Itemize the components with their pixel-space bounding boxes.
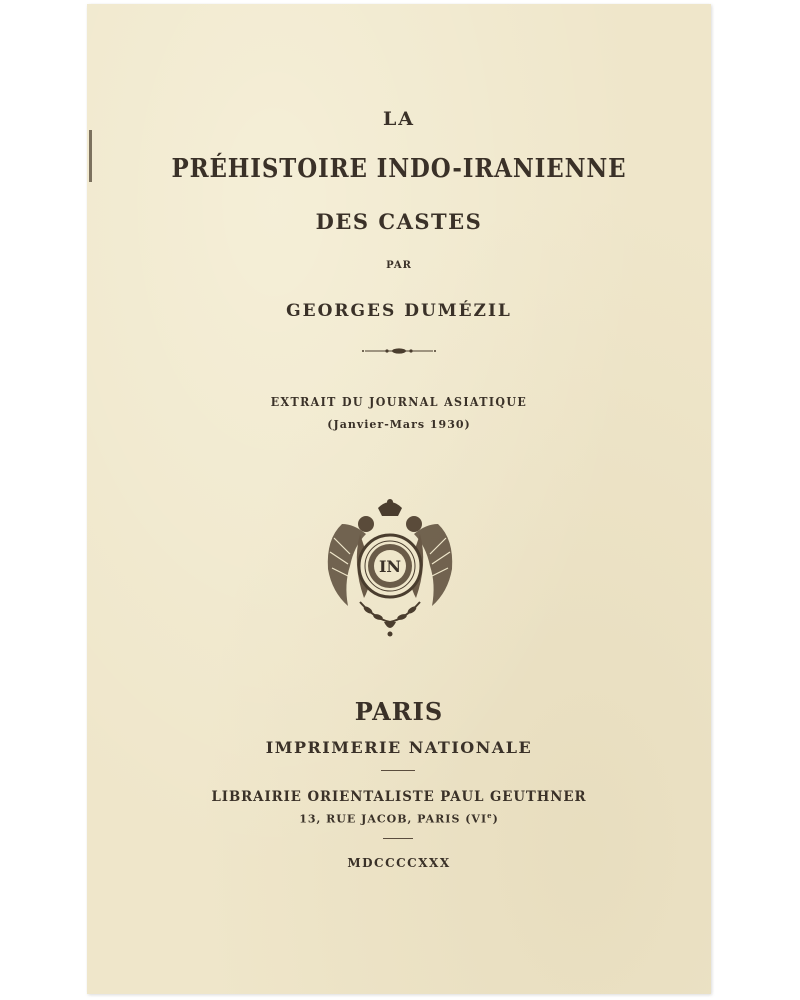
- address-superscript: e: [487, 811, 493, 820]
- imprint-rule-1: [381, 770, 415, 771]
- issue-date: (Janvier-Mars 1930): [327, 418, 471, 431]
- imprint-rule-2: [383, 838, 413, 839]
- imprint-publisher: LIBRAIRIE ORIENTALISTE PAUL GEUTHNER: [211, 789, 587, 805]
- book-cover: [87, 4, 711, 994]
- imprimerie-nationale-seal-icon: [320, 494, 460, 639]
- author-name: GEORGES DUMÉZIL: [286, 301, 512, 321]
- extract-notice: EXTRAIT DU JOURNAL ASIATIQUE: [270, 395, 528, 409]
- binding-mark: [89, 130, 92, 182]
- address-text: 13, RUE JACOB, PARIS (VI: [299, 812, 488, 826]
- imprint-address: [87, 811, 711, 826]
- byline-par: PAR: [386, 260, 412, 271]
- title-line-2: DES CASTES: [315, 209, 483, 234]
- seal-monogram: IN: [378, 557, 402, 576]
- title-article: LA: [382, 108, 416, 130]
- address-close: ): [492, 812, 499, 826]
- title-line-1: PRÉHISTOIRE INDO-IRANIENNE: [171, 154, 627, 184]
- ornament-divider-icon: [359, 346, 439, 356]
- publication-year: MDCCCCXXX: [347, 856, 451, 870]
- imprint-city: PARIS: [354, 697, 444, 726]
- imprint-printer: IMPRIMERIE NATIONALE: [265, 738, 533, 757]
